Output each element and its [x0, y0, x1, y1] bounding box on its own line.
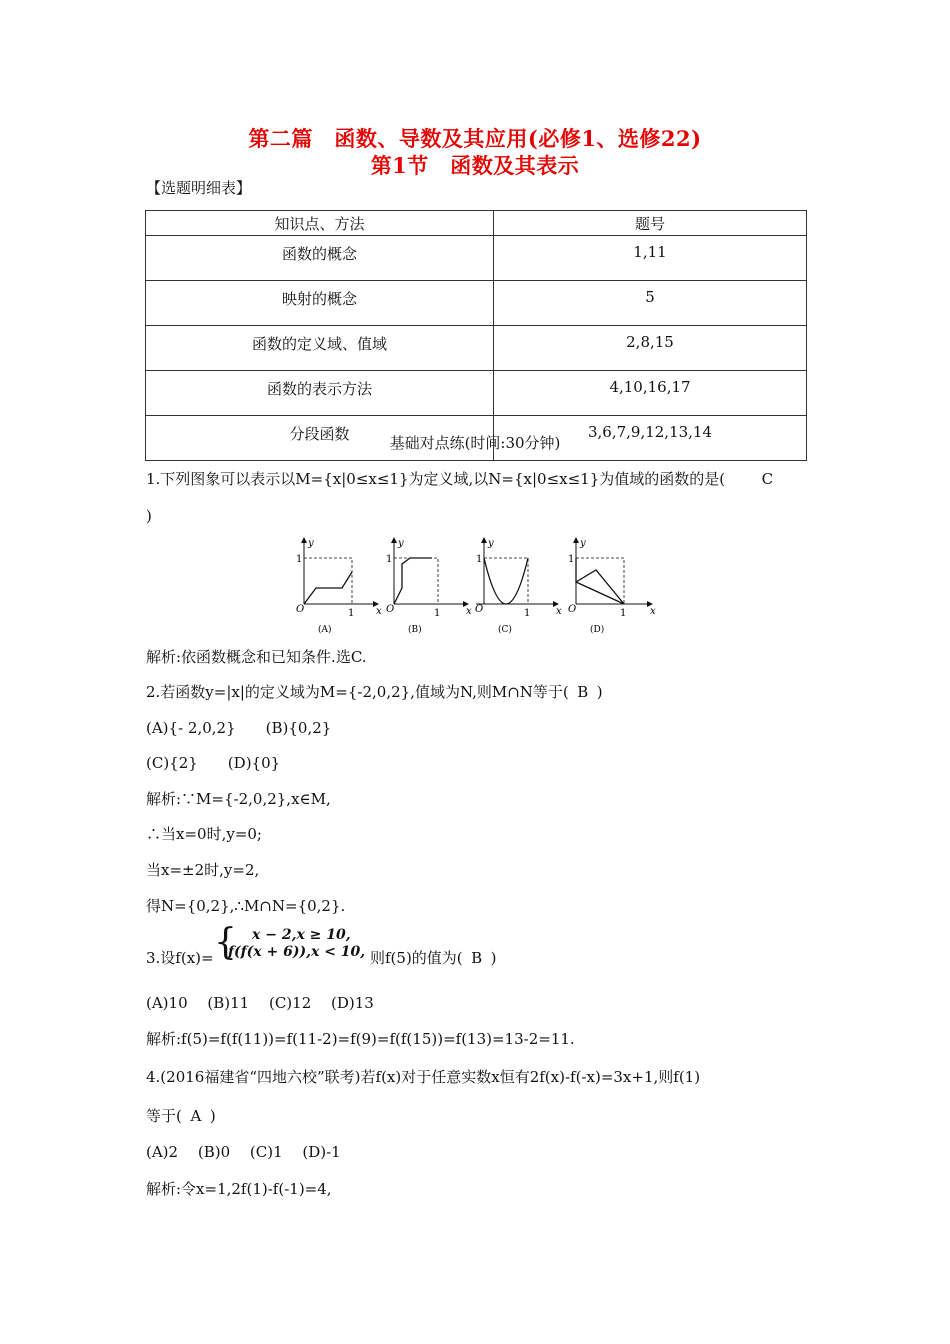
question-4-analysis: 解析:令x=1,2f(1)-f(-1)=4,: [146, 1180, 332, 1198]
graph-d: [568, 538, 656, 635]
question-2-close: ): [596, 683, 603, 701]
graph-d-y-label: y: [580, 538, 586, 549]
practice-heading: 基础对点练(时间:30分钟): [389, 434, 561, 452]
graph-c-y-label: y: [488, 538, 494, 549]
graph-d-origin: O: [568, 604, 577, 615]
graph-d-x-label: x: [650, 606, 656, 617]
question-4-close: ): [209, 1107, 216, 1125]
graph-b-y-label: y: [398, 538, 404, 549]
table-cell: 函数的表示方法: [146, 371, 494, 416]
topic-table: [145, 210, 807, 461]
chapter-title: 第二篇 函数、导数及其应用(必修1、选修22): [248, 126, 702, 151]
table-header-cell: 知识点、方法: [146, 211, 494, 236]
graph-c-x-tick: 1: [524, 608, 531, 619]
graph-b-origin: O: [386, 604, 395, 615]
question-4-stem: 等于(: [146, 1107, 182, 1125]
graph-c-x-label: x: [556, 606, 562, 617]
question-2-analysis-line: 得N={0,2},∴M∩N={0,2}.: [146, 897, 346, 915]
graph-b-x-tick: 1: [434, 608, 441, 619]
question-2-stem: 2.若函数y=|x|的定义域为M={-2,0,2},值域为N,则M∩N等于(: [146, 683, 569, 701]
table-header-cell: 题号: [494, 211, 807, 236]
table-cell: 函数的定义域、值域: [146, 326, 494, 371]
piecewise-case-1: x − 2,x ≥ 10,: [252, 927, 351, 943]
question-1-close: ): [146, 507, 152, 525]
question-2-analysis-line: ∴当x=0时,y=0;: [146, 825, 262, 843]
graph-a-x-label: x: [376, 606, 382, 617]
graph-b-x-label: x: [466, 606, 472, 617]
table-row: [146, 326, 807, 371]
table-cell: 3,6,7,9,12,13,14: [494, 416, 807, 461]
table-cell: 2,8,15: [494, 326, 807, 371]
question-2-answer: B: [577, 683, 589, 701]
piecewise-case-2: f(f(x + 6)),x < 10,: [228, 944, 366, 960]
question-1-stem: 1.下列图象可以表示以M={x|0≤x≤1}为定义域,以N={x|0≤x≤1}为值域的函数的是(: [146, 470, 726, 488]
table-cell: 4,10,16,17: [494, 371, 807, 416]
question-1-analysis: 解析:依函数概念和已知条件.选C.: [146, 648, 367, 666]
question-3-stem: 则f(5)的值为(: [370, 949, 463, 967]
graph-d-x-tick: 1: [620, 608, 627, 619]
table-cell: 5: [494, 281, 807, 326]
graph-b-label: (B): [408, 625, 422, 635]
question-4-answer: A: [190, 1107, 202, 1125]
function-graphs: [286, 536, 666, 640]
question-1-answer: C: [761, 470, 774, 488]
question-4-text: 4.(2016福建省“四地六校”联考)若f(x)对于任意实数x恒有2f(x)-f(-x)=3x+1,则f(1): [146, 1068, 701, 1086]
graph-a-y-tick: 1: [296, 554, 303, 565]
question-3-options: (A)10 (B)11 (C)12 (D)13: [146, 994, 374, 1012]
graph-d-label: (D): [590, 625, 605, 635]
question-2-analysis-line: 解析:∵M={-2,0,2},x∈M,: [146, 790, 331, 808]
table-cell: 函数的概念: [146, 236, 494, 281]
table-cell: 1,11: [494, 236, 807, 281]
section-title: 第1节 函数及其表示: [370, 153, 580, 178]
question-2-text: [146, 681, 603, 702]
graph-c-origin: O: [475, 604, 484, 615]
graph-d-y-tick: 1: [568, 554, 575, 565]
question-3-close: ): [490, 949, 497, 967]
graph-b-y-tick: 1: [386, 554, 393, 565]
table-row: [146, 236, 807, 281]
graph-c: [475, 538, 562, 635]
question-3-answer: B: [471, 949, 483, 967]
question-3-prefix: 3.设f(x)=: [146, 949, 214, 967]
graph-a: [296, 538, 382, 635]
graph-c-y-tick: 1: [476, 554, 483, 565]
graph-a-y-label: y: [308, 538, 314, 549]
question-3-suffix: [370, 947, 497, 968]
graph-a-x-tick: 1: [348, 608, 355, 619]
graph-b: [386, 538, 472, 635]
question-4-options: (A)2 (B)0 (C)1 (D)-1: [146, 1143, 341, 1161]
question-2-analysis-line: 当x=±2时,y=2,: [146, 861, 260, 879]
graph-a-origin: O: [296, 604, 305, 615]
question-4-text-2: [146, 1105, 216, 1126]
table-row: [146, 281, 807, 326]
table-header-row: [146, 211, 807, 236]
question-3-analysis: 解析:f(5)=f(f(11))=f(11-2)=f(9)=f(f(15))=f(13)=13-2=11.: [146, 1030, 575, 1048]
table-label: 【选题明细表】: [146, 179, 252, 197]
question-2-options-ab: (A){- 2,0,2} (B){0,2}: [146, 719, 332, 737]
question-2-options-cd: (C){2} (D){0}: [146, 754, 281, 772]
table-cell: 映射的概念: [146, 281, 494, 326]
graph-c-label: (C): [498, 625, 512, 635]
piecewise-brace: {: [214, 922, 237, 963]
question-1-text: [146, 468, 773, 489]
table-row: [146, 371, 807, 416]
table-cell: 分段函数: [146, 416, 494, 461]
graph-a-label: (A): [318, 625, 332, 635]
